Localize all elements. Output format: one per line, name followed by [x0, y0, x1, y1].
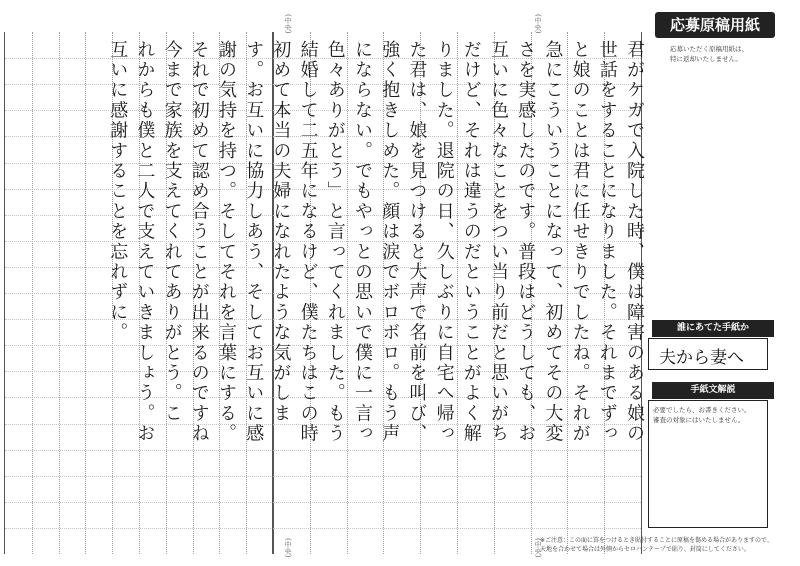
footer-note [540, 536, 773, 554]
grid-row-line [273, 502, 641, 503]
commentary-box[interactable] [648, 400, 768, 528]
manuscript-column: 互いに色々なことをつい当り前だと思いがち [488, 40, 509, 444]
manuscript-column: だけど、それは違うのだということがよく解 [460, 40, 482, 444]
center-mark: (中央) [534, 14, 542, 34]
manuscript-column: 強く抱きしめた。顔は涙でボロボロ。もう声 [379, 40, 401, 444]
manuscript-column: た君は、娘を見つけると大声で名前を叫び、 [406, 40, 428, 444]
manuscript-column: それで初めて認め合うことが出来るのですね [188, 40, 210, 444]
commentary-label: 手紙文解説 [652, 382, 774, 399]
center-mark: (中央) [534, 538, 542, 558]
footer-note-line: 天地を合わせて場合は外側からセロハンテープで貼り、封筒にしてください。 [540, 546, 750, 553]
center-mark: (中央) [284, 538, 292, 558]
title-note-line: 特に返却いたしません。 [670, 55, 742, 63]
manuscript-column: 色々ありがとう」と言ってくれました。もう [324, 40, 346, 444]
recipient-label: 誰にあてた手紙か [652, 320, 774, 337]
commentary-note [653, 405, 751, 425]
grid-row-line [5, 450, 273, 451]
manuscript-column: す。お互いに協力しあう、そしてお互いに感 [243, 40, 265, 444]
center-mark: (中央) [284, 14, 292, 34]
grid-row-line [5, 476, 273, 477]
manuscript-column: と娘のことは君に任せきりでしたね。それが [569, 40, 591, 444]
manuscript-column: 君がケガで入院した時、僕は障害のある娘の [624, 40, 645, 444]
recipient-box[interactable] [648, 338, 768, 370]
manuscript-column: さを実感したのです。普段はどうしても、お [515, 40, 537, 444]
grid-row-line [273, 450, 641, 451]
manuscript-column: 互いに感謝することを忘れずに。 [107, 40, 129, 343]
manuscript-column: 急にこういうことになって、初めてその大変 [542, 40, 564, 444]
footer-note-line: ※ご注意：この面に罫をつけるとき貼付することに原稿を傷める場合がありますので、 [540, 537, 773, 544]
title-note-line: 応募いただく原稿用紙は、 [670, 45, 748, 53]
grid-row-line [5, 502, 273, 503]
grid-row-line [5, 528, 273, 529]
manuscript-column: れからも僕と二人で支えていきましょう。お [134, 40, 156, 444]
manuscript-column: 世話をすることになりました。それまでずっ [596, 40, 618, 444]
form-title: 応募原稿用紙 [655, 12, 775, 38]
grid-row-line [273, 528, 641, 529]
grid-row-line [273, 476, 641, 477]
title-note [670, 44, 748, 64]
recipient-value: 夫から妻へ [659, 348, 744, 368]
manuscript-column: 初めて本当の夫婦になれたような気がしま [270, 40, 292, 424]
manuscript-column: 今まで家族を支えてくれてありがとう。こ [161, 40, 183, 424]
commentary-note-line: 審査の対象にはいたしません。 [653, 416, 745, 424]
manuscript-column: りました。退院の日、久しぶりに自宅へ帰っ [433, 40, 455, 444]
manuscript-column: 謝の気持を持つ。そしてそれを言葉にする。 [216, 40, 237, 444]
manuscript-column: にならない。でもやっとの思いで僕に一言っ [352, 40, 373, 444]
commentary-note-line: 必要でしたら、お書きください。 [653, 406, 751, 414]
manuscript-column: 結婚して二五年になるけど、僕たちはこの時 [297, 40, 319, 444]
